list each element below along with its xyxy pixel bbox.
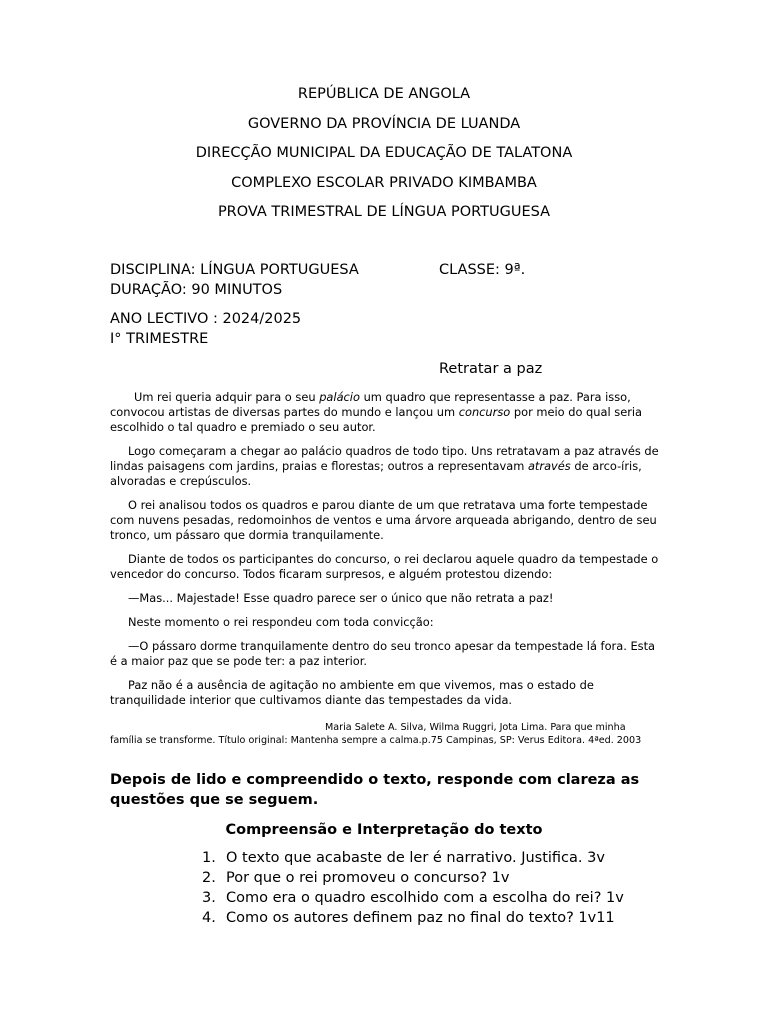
question-text: Por que o rei promoveu o concurso? 1v bbox=[226, 870, 510, 886]
header-line-direction: DIRECÇÃO MUNICIPAL DA EDUCAÇÃO DE TALATONA bbox=[195, 145, 573, 161]
paragraph-1-italic-palacio: palácio bbox=[319, 390, 360, 404]
meta-classe: CLASSE: 9ª. bbox=[439, 262, 526, 278]
paragraph-1-italic-concurso: concurso bbox=[458, 405, 511, 419]
meta-duracao: DURAÇÃO: 90 MINUTOS bbox=[110, 282, 283, 298]
questions-list bbox=[202, 848, 682, 928]
meta-ano-lectivo: ANO LECTIVO : 2024/2025 bbox=[110, 311, 302, 327]
instructions: Depois de lido e compreendido o texto, responde com clareza as questões que se seguem. bbox=[110, 772, 640, 808]
paragraph-2-part-a: Logo começaram a chegar ao palácio quadros de todo tipo. Uns retratavam a paz através de lindas paisagens com jardins, praias e florestas; outros a representavam bbox=[110, 444, 659, 473]
paragraph-1 bbox=[110, 390, 660, 435]
question-text: Como os autores definem paz no final do texto? 1v11 bbox=[226, 910, 615, 926]
paragraph-2-part-b: de arco-íris, alvoradas e crepúsculos. bbox=[110, 459, 642, 488]
question-number: 2. bbox=[202, 870, 216, 886]
meta-trimestre: I° TRIMESTRE bbox=[110, 331, 209, 347]
header-line-school: COMPLEXO ESCOLAR PRIVADO KIMBAMBA bbox=[231, 174, 537, 191]
paragraph-1-part-c: por meio do qual seria escolhido o tal quadro e premiado o seu autor. bbox=[110, 405, 643, 434]
paragraph-7: —O pássaro dorme tranquilamente dentro do seu tronco apesar da tempestade lá fora. Esta é a maior paz que se pode ter: a paz interior. bbox=[110, 639, 656, 668]
question-item bbox=[202, 848, 682, 868]
paragraph-1-part-b: um quadro que representasse a paz. Para isso, convocou artistas de diversas partes do mundo e lançou um bbox=[110, 390, 631, 419]
paragraph-4: Diante de todos os participantes do concurso, o rei declarou aquele quadro da tempestade o vencedor do concurso. Todos ficaram surpresos, e alguém protestou dizendo: bbox=[110, 552, 659, 581]
header-line-exam: PROVA TRIMESTRAL DE LÍNGUA PORTUGUESA bbox=[217, 204, 551, 220]
document-header bbox=[0, 84, 768, 232]
section-title: Compreensão e Interpretação do texto bbox=[225, 822, 543, 838]
question-item bbox=[202, 888, 682, 908]
reading-text bbox=[110, 390, 660, 717]
question-number: 3. bbox=[202, 890, 216, 906]
question-number: 4. bbox=[202, 910, 216, 926]
paragraph-1-part-a: Um rei queria adquir para o seu bbox=[134, 390, 320, 404]
header-line-republic: REPÚBLICA DE ANGOLA bbox=[297, 86, 471, 102]
question-text: Como era o quadro escolhido com a escolha do rei? 1v bbox=[226, 890, 624, 906]
text-title: Retratar a paz bbox=[439, 361, 543, 377]
paragraph-8: Paz não é a ausência de agitação no ambiente em que vivemos, mas o estado de tranquilidade interior que cultivamos diante das tempestades da vida. bbox=[110, 678, 594, 707]
question-number: 1. bbox=[202, 850, 216, 866]
citation-line-1: Maria Salete A. Silva, Wilma Ruggri, Jota Lima. Para que minha bbox=[325, 722, 626, 733]
citation-line-2: família se transforme. Título original: Mantenha sempre a calma.p.75 Campinas, SP: Verus Editora. 4ªed. 2003 bbox=[110, 735, 642, 746]
paragraph-3: O rei analisou todos os quadros e parou diante de um que retratava uma forte tempestade com nuvens pesadas, redomoinhos de ventos e uma árvore arqueada abrigando, dentro de seu tronco, um pássaro que dormia tranquilamente. bbox=[110, 498, 657, 542]
question-item bbox=[202, 868, 682, 888]
paragraph-5: —Mas... Majestade! Esse quadro parece ser o único que não retrata a paz! bbox=[128, 591, 554, 605]
header-line-government: GOVERNO DA PROVÍNCIA DE LUANDA bbox=[247, 115, 521, 132]
paragraph-2-italic-atraves: através bbox=[527, 459, 571, 473]
question-text: O texto que acabaste de ler é narrativo. Justifica. 3v bbox=[226, 850, 605, 866]
paragraph-2 bbox=[110, 444, 660, 489]
text-citation bbox=[110, 721, 650, 747]
question-item bbox=[202, 908, 682, 928]
paragraph-6: Neste momento o rei respondeu com toda convicção: bbox=[128, 615, 434, 629]
meta-disciplina: DISCIPLINA: LÍNGUA PORTUGUESA bbox=[110, 262, 359, 278]
